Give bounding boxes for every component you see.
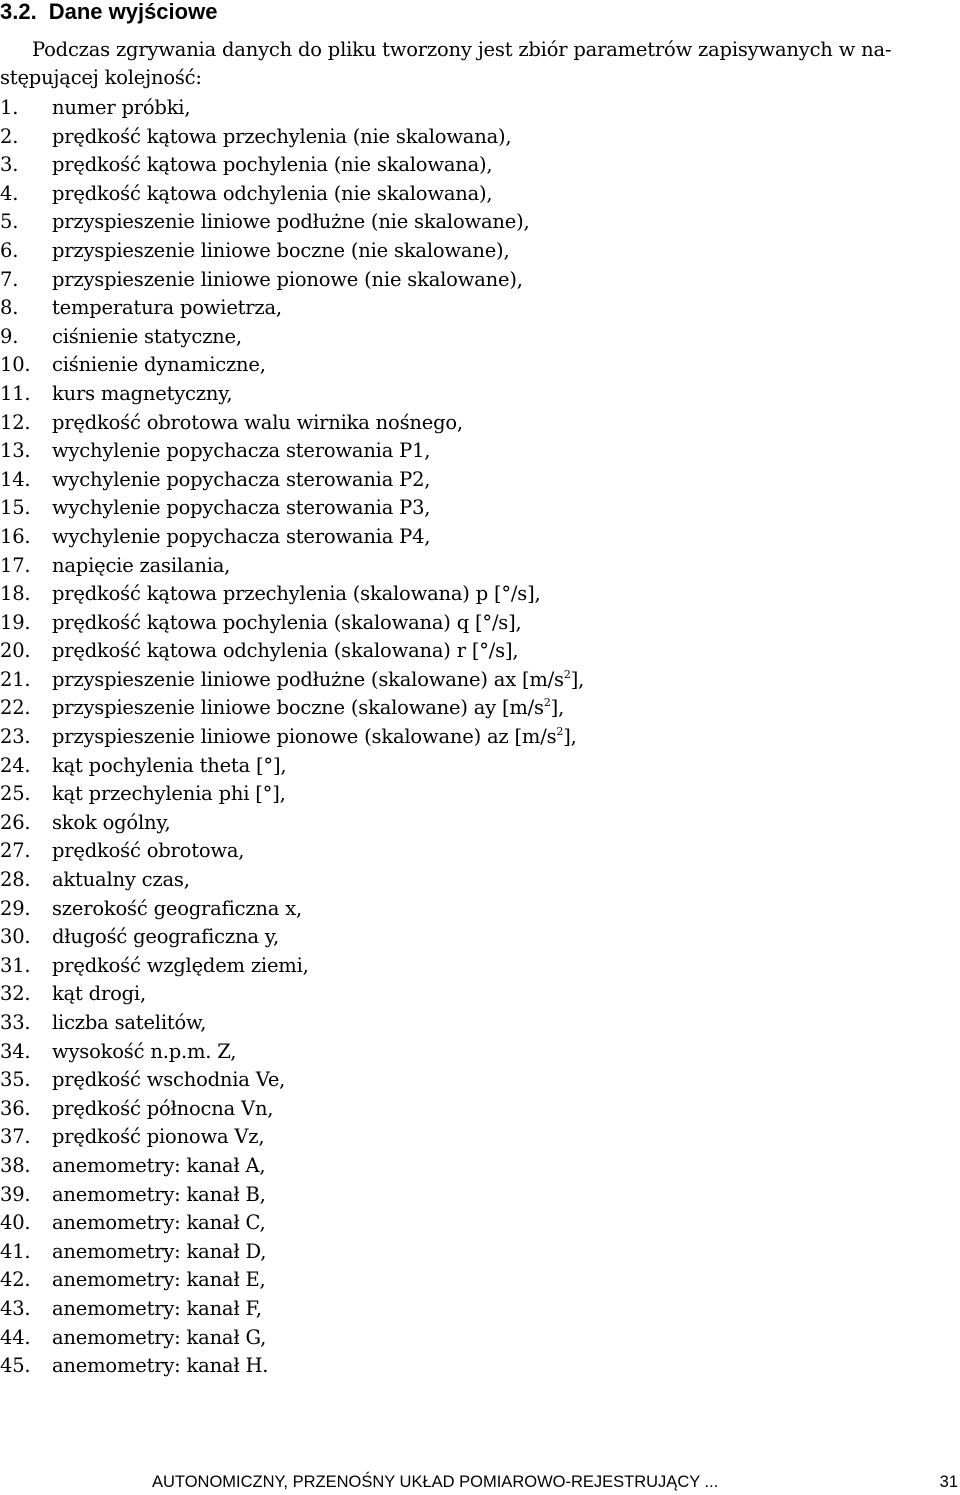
list-item	[0, 409, 584, 438]
list-item-number: 11.	[0, 381, 31, 405]
list-item-text: prędkość kątowa pochylenia (skalowana) q [°/s],	[52, 610, 522, 634]
list-item-number: 31.	[0, 953, 31, 977]
list-item-text: ciśnienie statyczne,	[52, 324, 242, 348]
list-item-text: skok ogólny,	[52, 810, 171, 834]
list-item	[0, 980, 584, 1009]
list-item-text: anemometry: kanał F,	[52, 1296, 262, 1320]
list-item-number: 40.	[0, 1211, 31, 1235]
list-item-number: 10.	[0, 353, 31, 377]
list-item	[0, 1238, 584, 1267]
list-item-number: 38.	[0, 1153, 31, 1177]
list-item-number: 29.	[0, 896, 31, 920]
list-item	[0, 580, 584, 609]
list-item-text-suffix: ],	[550, 696, 565, 720]
list-item-text-suffix: ],	[570, 667, 585, 691]
list-item-text: ciśnienie dynamiczne,	[52, 353, 266, 377]
list-item	[0, 1009, 584, 1038]
list-item-text: wychylenie popychacza sterowania P1,	[52, 439, 431, 463]
list-item-number: 35.	[0, 1068, 31, 1092]
list-item-text: anemometry: kanał C,	[52, 1211, 266, 1235]
list-item	[0, 494, 584, 523]
list-item-number: 8.	[0, 296, 19, 320]
list-item-text: szerokość geograficzna x,	[52, 896, 302, 920]
list-item-number: 3.	[0, 153, 19, 177]
section-number: 3.2.	[0, 0, 37, 24]
list-item	[0, 523, 584, 552]
list-item-number: 44.	[0, 1325, 31, 1349]
list-item	[0, 294, 584, 323]
list-item	[0, 866, 584, 895]
list-item-number: 42.	[0, 1268, 31, 1292]
list-item-text: prędkość wschodnia Ve,	[52, 1068, 286, 1092]
list-item-text: prędkość kątowa pochylenia (nie skalowana),	[52, 153, 493, 177]
list-item-text: anemometry: kanał E,	[52, 1268, 266, 1292]
list-item-text: prędkość kątowa przechylenia (skalowana) p [°/s],	[52, 582, 541, 606]
list-item	[0, 666, 584, 695]
list-item-text: numer próbki,	[52, 96, 191, 119]
list-item-text-suffix: ],	[563, 725, 577, 749]
list-item	[0, 1266, 584, 1295]
list-item-text: anemometry: kanał D,	[52, 1239, 267, 1263]
list-item-text: anemometry: kanał H.	[52, 1354, 269, 1378]
list-item	[0, 466, 584, 495]
list-item-number: 22.	[0, 696, 31, 720]
list-item-number: 32.	[0, 982, 31, 1006]
list-item-text: anemometry: kanał B,	[52, 1182, 266, 1206]
list-item-text: wychylenie popychacza sterowania P3,	[52, 496, 431, 520]
list-item-number: 27.	[0, 839, 31, 863]
list-item	[0, 323, 584, 352]
list-item-number: 2.	[0, 124, 19, 148]
list-item-text: prędkość kątowa odchylenia (nie skalowana),	[52, 181, 493, 205]
list-item-number: 45.	[0, 1354, 31, 1378]
list-item	[0, 1152, 584, 1181]
list-item-number: 5.	[0, 210, 19, 234]
list-item	[0, 1324, 584, 1353]
section-title: Dane wyjściowe	[48, 0, 218, 24]
list-item	[0, 1295, 584, 1324]
list-item	[0, 637, 584, 666]
list-item	[0, 237, 584, 266]
list-item	[0, 1209, 584, 1238]
list-item-text: prędkość północna Vn,	[52, 1096, 274, 1120]
list-item-number: 36.	[0, 1096, 31, 1120]
list-item-text: anemometry: kanał G,	[52, 1325, 267, 1349]
list-item-text: prędkość kątowa odchylenia (skalowana) r [°/s],	[52, 639, 519, 663]
list-item-text: temperatura powietrza,	[52, 296, 282, 320]
list-item	[0, 923, 584, 952]
list-item-text: aktualny czas,	[52, 868, 190, 892]
list-item-number: 33.	[0, 1011, 31, 1034]
list-item	[0, 380, 584, 409]
list-item-text: prędkość obrotowa,	[52, 839, 245, 863]
list-item-text: prędkość obrotowa walu wirnika nośnego,	[52, 410, 463, 434]
list-item	[0, 1181, 584, 1210]
list-item	[0, 1352, 584, 1381]
list-item	[0, 1123, 584, 1152]
list-item	[0, 1095, 584, 1124]
list-item-number: 43.	[0, 1296, 31, 1320]
list-item-number: 28.	[0, 868, 31, 892]
list-item-text: przyspieszenie liniowe boczne (nie skalowane),	[52, 238, 510, 262]
list-item	[0, 780, 584, 809]
list-item	[0, 895, 584, 924]
list-item-number: 12.	[0, 410, 31, 434]
list-item-text: kąt pochylenia theta [°],	[52, 753, 287, 777]
list-item-number: 6.	[0, 238, 19, 262]
list-item	[0, 837, 584, 866]
list-item-text: kąt przechylenia phi [°],	[52, 782, 286, 806]
parameter-list	[0, 94, 584, 1381]
list-item-number: 25.	[0, 782, 31, 806]
list-item-number: 7.	[0, 267, 19, 291]
list-item-number: 34.	[0, 1039, 31, 1063]
list-item-text: wychylenie popychacza sterowania P4,	[52, 524, 431, 548]
list-item	[0, 266, 584, 295]
list-item	[0, 694, 584, 723]
list-item-number: 30.	[0, 925, 31, 949]
list-item	[0, 123, 584, 152]
list-item-text: wysokość n.p.m. Z,	[52, 1039, 237, 1063]
list-item-text: prędkość kątowa przechylenia (nie skalowana),	[52, 124, 512, 148]
list-item	[0, 809, 584, 838]
list-item	[0, 952, 584, 981]
list-item-number: 20.	[0, 639, 31, 663]
list-item-number: 19.	[0, 610, 31, 634]
list-item-text: napięcie zasilania,	[52, 553, 231, 577]
section-heading	[0, 0, 217, 26]
list-item-number: 16.	[0, 524, 31, 548]
list-item-number: 13.	[0, 439, 31, 463]
list-item-text: wychylenie popychacza sterowania P2,	[52, 467, 431, 491]
list-item-number: 24.	[0, 753, 31, 777]
list-item	[0, 208, 584, 237]
list-item-number: 21.	[0, 667, 31, 691]
list-item-text: anemometry: kanał A,	[52, 1153, 266, 1177]
list-item-text: liczba satelitów,	[52, 1011, 207, 1034]
list-item-text: kurs magnetyczny,	[52, 381, 233, 405]
intro-line-2: stępującej kolejność:	[0, 66, 202, 89]
list-item	[0, 1038, 584, 1067]
list-item-text: prędkość pionowa Vz,	[52, 1125, 265, 1149]
intro-paragraph	[0, 36, 960, 92]
list-item	[0, 752, 584, 781]
list-item-number: 15.	[0, 496, 31, 520]
list-item-text: przyspieszenie liniowe pionowe (skalowane) az [m/s	[52, 725, 557, 749]
list-item-text: przyspieszenie liniowe pionowe (nie skalowane),	[52, 267, 523, 291]
unit-exponent: 2	[563, 667, 571, 681]
unit-exponent: 2	[556, 725, 564, 739]
list-item-text: przyspieszenie liniowe podłużne (skalowane) ax [m/s	[52, 667, 564, 691]
list-item	[0, 94, 584, 123]
list-item-text: przyspieszenie liniowe podłużne (nie skalowane),	[52, 210, 530, 234]
list-item-number: 26.	[0, 810, 31, 834]
intro-line-1: Podczas zgrywania danych do pliku tworzony jest zbiór parametrów zapisywanych w na-	[32, 38, 892, 61]
list-item	[0, 437, 584, 466]
list-item	[0, 609, 584, 638]
list-item	[0, 723, 584, 752]
list-item	[0, 552, 584, 581]
list-item-text: przyspieszenie liniowe boczne (skalowane) ay [m/s	[52, 696, 544, 720]
page-number: 31	[939, 1473, 958, 1491]
unit-exponent: 2	[543, 696, 551, 710]
list-item-text: prędkość względem ziemi,	[52, 953, 309, 977]
list-item	[0, 151, 584, 180]
running-title: AUTONOMICZNY, PRZENOŚNY UKŁAD POMIAROWO-REJESTRUJĄCY ...	[152, 1473, 719, 1491]
list-item-number: 18.	[0, 582, 31, 606]
list-item	[0, 180, 584, 209]
list-item-number: 37.	[0, 1125, 31, 1149]
list-item-number: 9.	[0, 324, 19, 348]
list-item-number: 14.	[0, 467, 31, 491]
page-footer	[0, 1470, 960, 1494]
list-item	[0, 1066, 584, 1095]
list-item	[0, 351, 584, 380]
list-item-number: 23.	[0, 725, 31, 749]
list-item-number: 1.	[0, 96, 19, 119]
list-item-number: 4.	[0, 181, 19, 205]
list-item-number: 39.	[0, 1182, 31, 1206]
list-item-text: kąt drogi,	[52, 982, 146, 1006]
list-item-number: 41.	[0, 1239, 31, 1263]
list-item-text: długość geograficzna y,	[52, 925, 279, 949]
list-item-number: 17.	[0, 553, 31, 577]
